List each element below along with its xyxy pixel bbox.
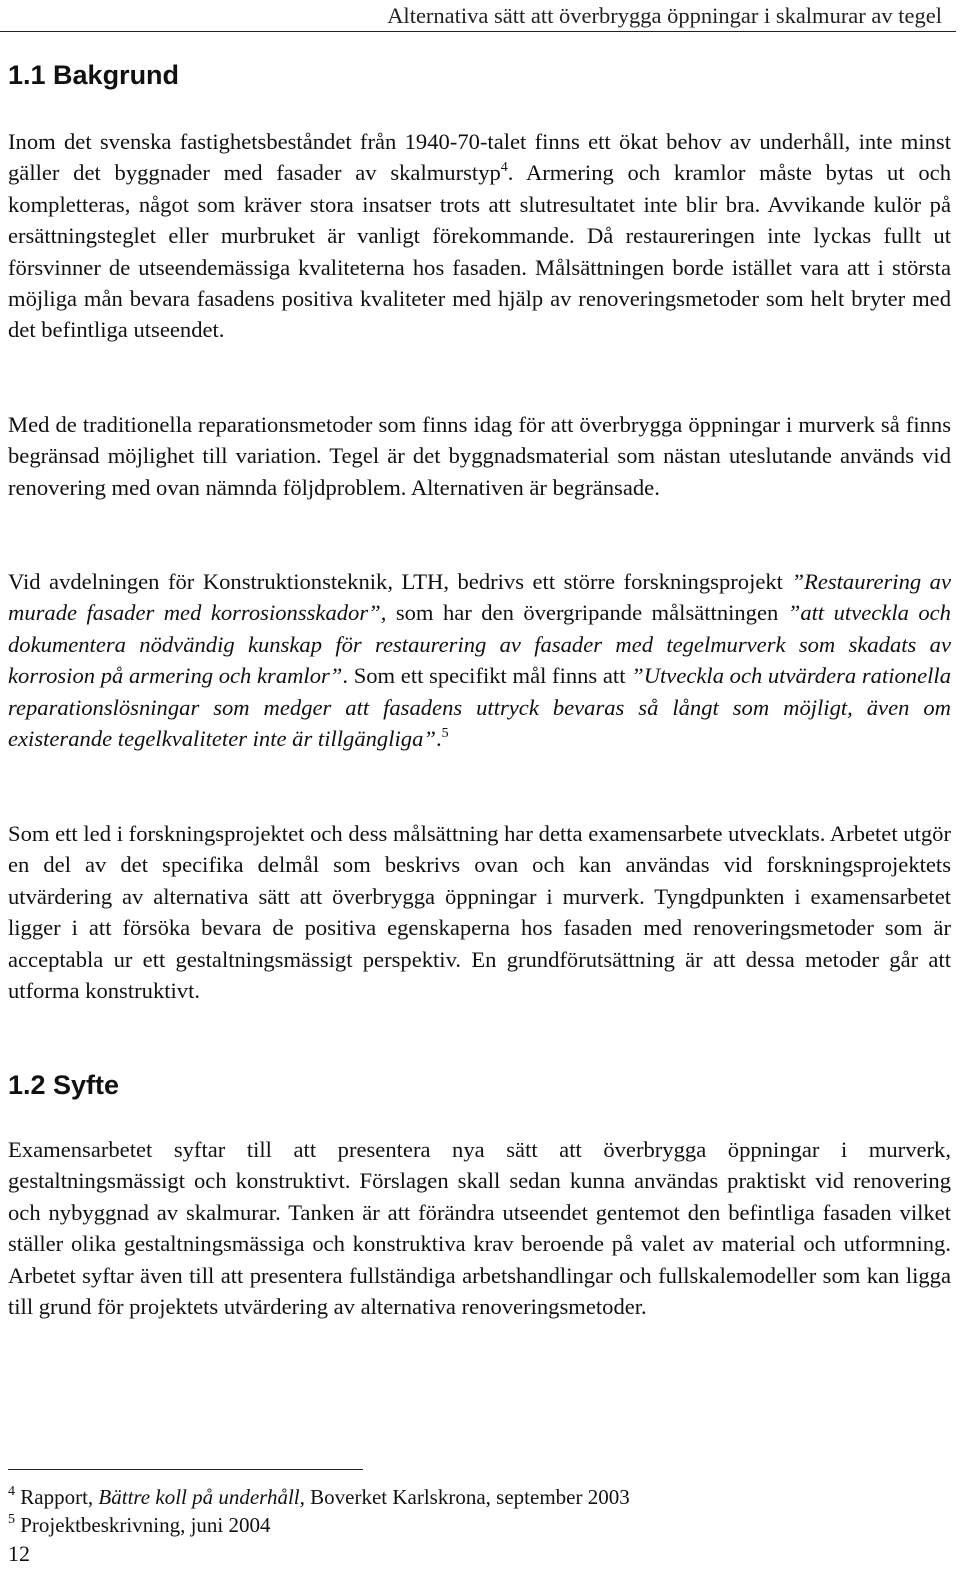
paragraph-text: . Som ett specifikt mål finns att [342, 663, 632, 689]
paragraph-text: . Armering och kramlor måste bytas ut och kompletteras, något som kräver stora insatser trots att slutresultatet inte blir bra. Avvikande kulör på ersättningsteglet eller murbruket är vanligt förekommande. Då restaureringen inte lyckas fullt ut försvinner de utseendemässiga kvaliteterna hos fasaden. Målsättningen borde istället vara att i största möjliga mån bevara fasadens positiva kvaliteter med hjälp av renoveringsmetoder som helt bryter med det befintliga utseendet. [8, 160, 952, 343]
paragraph-text: . [435, 726, 442, 752]
quoted-specific-goal: ”Utveckla och utvärdera rationella reparationslösningar som medger att fasadens uttryck bevaras så långt som möjligt, även om existerande tegelkvaliteter inte är tillgängliga” [8, 663, 951, 752]
paragraph-syfte-1: Examensarbetet syftar till att presentera nya sätt att överbrygga öppningar i murverk, gestaltningsmässigt och konstruktivt. Förslagen skall sedan kunna användas praktiskt vid renovering och nybyggnad av skalmurar. Tanken är att förändra utseendet gentemot den befintliga fasaden vilket ställer olika gestaltningsmässiga och konstruktiva krav beroende på valet av material och utformning. Arbetet syftar även till att presentera fullständiga arbetshandlingar och fullskalemodeller som kan ligga till grund för projektets utvärdering av alternativa renoveringsmetoder. [8, 1137, 951, 1320]
footnote-ref-4: 4 [500, 160, 508, 176]
paragraph-bakgrund-1 [8, 126, 951, 346]
footnote-ref-5: 5 [441, 726, 449, 742]
paragraph-text: , som har den övergripande målsättningen [380, 600, 788, 626]
section-heading-bakgrund: 1.1 Bakgrund [8, 60, 180, 90]
paragraph-text: Inom det svenska fastighetsbeståndet från 1940-70-talet finns ett ökat behov av underhåll, inte minst gäller det byggnader med fasader av skalmurstyp [8, 129, 951, 186]
section-heading-syfte: 1.2 Syfte [8, 1070, 120, 1100]
footnote-number: 5 [8, 1512, 15, 1527]
paragraph-bakgrund-4: Som ett led i forskningsprojektet och dess målsättning har detta examensarbete utvecklats. Arbetet utgör en del av det specifika delmål som beskrivs ovan och kan användas vid forskningsprojektets utvärdering av alternativa sätt att överbrygga öppningar i murverk. Tyngdpunkten i examensarbetet ligger i att försöka bevara de positiva egenskaperna hos fasaden med renoveringsmetoder som är acceptabla ur ett gestaltningsmässigt perspektiv. En grundförutsättning är att dessa metoder går att utforma konstruktivt. [8, 821, 951, 1004]
page-number: 12 [8, 1541, 30, 1566]
quoted-project-title: ”Restaurering av murade fasader med korrosionsskador” [8, 569, 951, 626]
quoted-objective: ”att utveckla och dokumentera nödvändig kunskap för restaurering av fasader med tegelmurverk som skadats av korrosion på armering och kramlor” [8, 600, 951, 689]
paragraph-bakgrund-2: Med de traditionella reparationsmetoder som finns idag för att överbrygga öppningar i murverk så finns begränsad möjlighet till variation. Tegel är det byggnadsmaterial som nästan uteslutande används vid renovering med ovan nämnda följdproblem. Alternativen är begränsade. [8, 412, 951, 500]
footnote-text: Projektbeskrivning, juni 2004 [20, 1513, 271, 1537]
footnote-number: 4 [8, 1484, 15, 1499]
footnote-italic-title: Bättre koll på underhåll, [98, 1485, 305, 1509]
paragraph-bakgrund-3 [8, 566, 951, 754]
footnote-text: Boverket Karlskrona, september 2003 [304, 1485, 630, 1509]
footnote-text: Rapport, [20, 1485, 99, 1509]
footnote-divider [8, 1469, 363, 1470]
footnote-4 [8, 1484, 630, 1510]
running-title: Alternativa sätt att överbrygga öppningar i skalmurar av tegel [387, 3, 942, 28]
footnote-5 [8, 1512, 271, 1538]
running-header [0, 0, 956, 32]
paragraph-text: Vid avdelningen för Konstruktionsteknik, LTH, bedrivs ett större forskningsprojekt [8, 569, 792, 594]
